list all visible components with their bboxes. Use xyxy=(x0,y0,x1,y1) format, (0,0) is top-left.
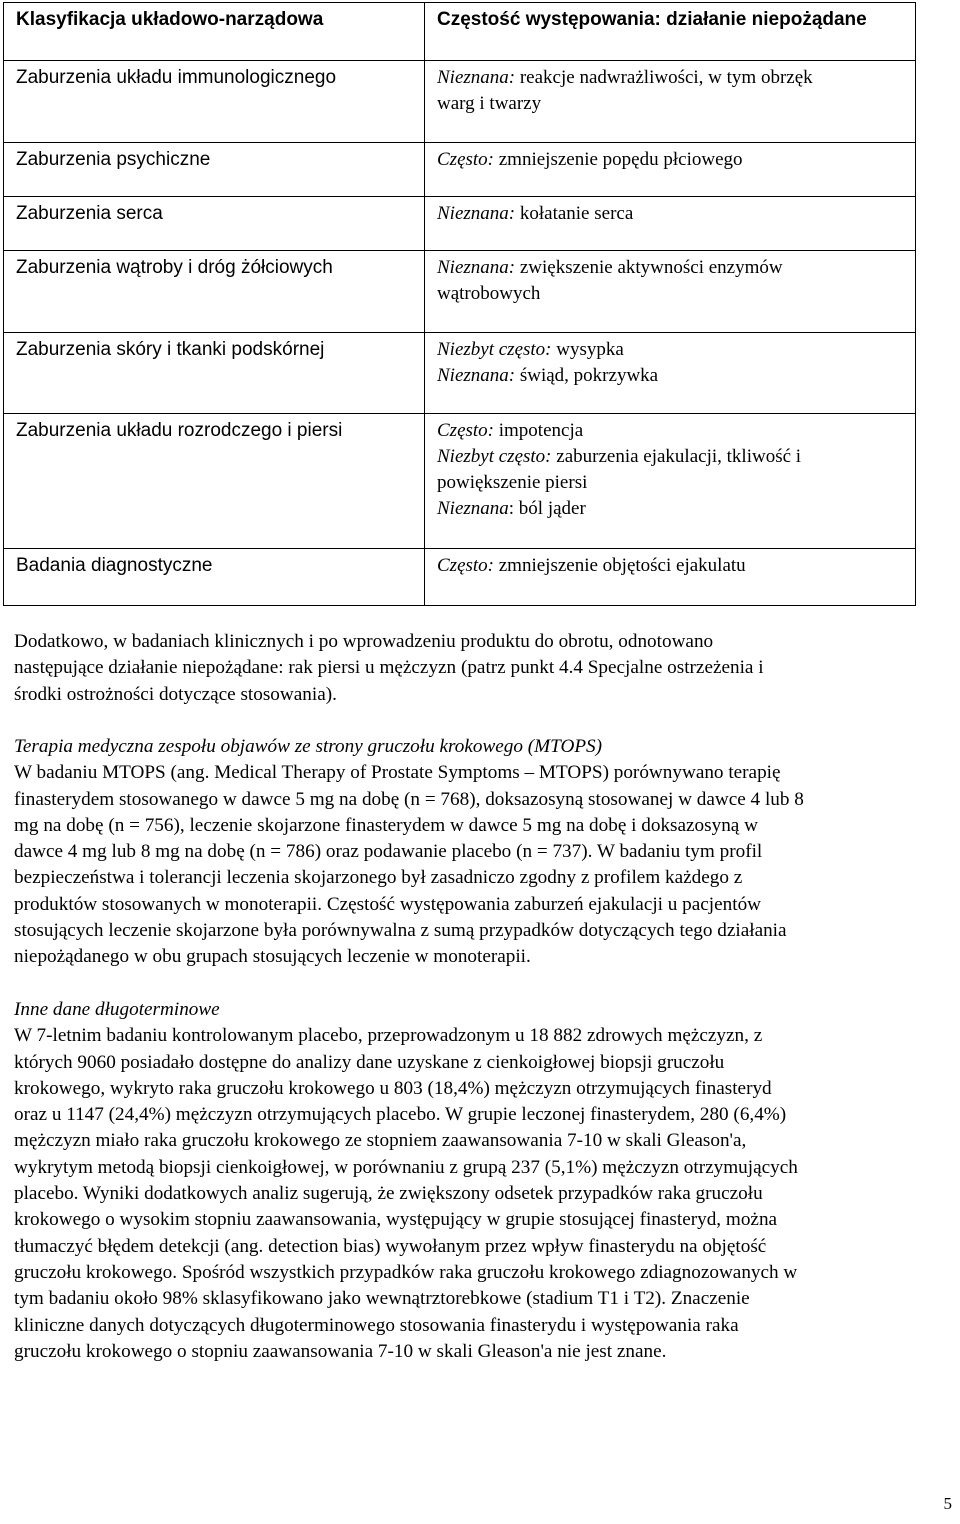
effect-line: Nieznana: zwiększenie aktywności enzymów xyxy=(437,257,783,278)
text-line: W badaniu MTOPS (ang. Medical Therapy of Prostate Symptoms – MTOPS) porównywano terapię xyxy=(14,762,781,784)
soc-cell: Badania diagnostyczne xyxy=(4,549,425,606)
adverse-effects-table xyxy=(3,2,916,606)
effect-line: Nieznana: reakcje nadwrażliwości, w tym obrzęk xyxy=(437,67,813,88)
table-row xyxy=(4,414,916,549)
effect-line: Często: zmniejszenie objętości ejakulatu xyxy=(437,555,746,576)
table-row xyxy=(4,251,916,333)
table-row xyxy=(4,197,916,251)
page-number: 5 xyxy=(943,1494,952,1513)
text-line: Dodatkowo, w badaniach klinicznych i po wprowadzeniu produktu do obrotu, odnotowano xyxy=(14,631,714,652)
text-line: których 9060 posiadało dostępne do analizy dane uzyskane z cienkoigłowej biopsji gruczołu xyxy=(14,1051,725,1073)
text-line: środki ostrożności dotyczące stosowania). xyxy=(14,683,337,705)
effect-line: wątrobowych xyxy=(437,283,541,304)
text-line: oraz u 1147 (24,4%) mężczyzn otrzymujących placebo. W grupie leczonej finasterydem, 280 (6,4%) xyxy=(14,1104,787,1126)
text-line: finasterydem stosowanego w dawce 5 mg na dobę (n = 768), doksazosyną stosowanej w dawce 4 lub 8 xyxy=(14,788,804,810)
effect-line: Często: impotencja xyxy=(437,420,584,441)
effects-cell xyxy=(425,143,916,197)
effects-cell xyxy=(425,414,916,549)
effect-line: Niezbyt często: zaburzenia ejakulacji, tkliwość i xyxy=(437,446,802,467)
text-line: placebo. Wyniki dodatkowych analiz sugerują, że zwiększony odsetek przypadków raka gruczołu xyxy=(14,1183,763,1205)
soc-cell: Zaburzenia wątroby i dróg żółciowych xyxy=(4,251,425,333)
effects-cell xyxy=(425,197,916,251)
table-row xyxy=(4,333,916,414)
text-line: dawce 4 mg lub 8 mg na dobę (n = 786) oraz podawanie placebo (n = 737). W badaniu tym profil xyxy=(14,841,763,863)
effect-line: powiększenie piersi xyxy=(437,472,588,493)
text-line: gruczołu krokowego o stopniu zaawansowania 7-10 w skali Gleason'a nie jest znane. xyxy=(14,1340,667,1362)
effect-line: Często: zmniejszenie popędu płciowego xyxy=(437,149,743,170)
text-line: gruczołu krokowego. Spośród wszystkich przypadków raka gruczołu krokowego zdiagnozowanych w xyxy=(14,1261,798,1283)
soc-cell: Zaburzenia serca xyxy=(4,197,425,251)
effects-cell xyxy=(425,61,916,143)
effect-line: warg i twarzy xyxy=(437,93,542,114)
mtops-section xyxy=(14,734,954,971)
text-line: mg na dobę (n = 756), leczenie skojarzone finasterydem w dawce 5 mg na dobę i doksazosyną w xyxy=(14,814,758,836)
additional-info-paragraph xyxy=(14,629,954,708)
effects-cell xyxy=(425,333,916,414)
soc-cell: Zaburzenia skóry i tkanki podskórnej xyxy=(4,333,425,414)
soc-cell: Zaburzenia psychiczne xyxy=(4,143,425,197)
longterm-section xyxy=(14,997,954,1365)
effect-line: Nieznana: ból jąder xyxy=(437,498,586,519)
text-line: bezpieczeństwa i tolerancji leczenia skojarzonego był zasadniczo zgodny z profilem każdego z xyxy=(14,867,743,889)
text-line: tym badaniu około 98% sklasyfikowano jako wewnątrztorebkowe (stadium T1 i T2). Znaczenie xyxy=(14,1288,750,1310)
table-row xyxy=(4,61,916,143)
text-line: krokowego, wykryto raka gruczołu krokowego u 803 (18,4%) mężczyzn otrzymujących finasteryd xyxy=(14,1077,772,1099)
text-line: produktów stosowanych w monoterapii. Częstość występowania zaburzeń ejakulacji u pacjentów xyxy=(14,893,762,915)
text-line: mężczyzn miało raka gruczołu krokowego ze stopniem zaawansowania 7-10 w skali Gleason'a, xyxy=(14,1130,747,1152)
soc-cell: Zaburzenia układu immunologicznego xyxy=(4,61,425,143)
table-header-row xyxy=(4,3,916,61)
longterm-heading: Inne dane długoterminowe xyxy=(14,999,220,1020)
soc-cell: Zaburzenia układu rozrodczego i piersi xyxy=(4,414,425,549)
effect-line: Nieznana: kołatanie serca xyxy=(437,203,634,224)
effects-cell xyxy=(425,251,916,333)
text-line: stosujących leczenie skojarzone była porównywalna z sumą przypadków dotyczących tego działania xyxy=(14,920,787,942)
text-line: krokowego o wysokim stopniu zaawansowania, występujący w grupie stosującej finasteryd, można xyxy=(14,1209,778,1231)
text-line: W 7-letnim badaniu kontrolowanym placebo, przeprowadzonym u 18 882 zdrowych mężczyzn, z xyxy=(14,1025,763,1047)
table-row xyxy=(4,549,916,606)
table-row xyxy=(4,143,916,197)
text-line: następujące działanie niepożądane: rak piersi u mężczyzn (patrz punkt 4.4 Specjalne ostrzeżenia i xyxy=(14,657,764,679)
effect-line: Niezbyt często: wysypka xyxy=(437,339,624,360)
mtops-heading: Terapia medyczna zespołu objawów ze strony gruczołu krokowego (MTOPS) xyxy=(14,736,603,757)
text-line: kliniczne danych dotyczących długoterminowego stosowania finasterydu i występowania raka xyxy=(14,1314,739,1336)
text-line: tłumaczyć błędem detekcji (ang. detection bias) wywołanym przez wpływ finasterydu na objętość xyxy=(14,1235,767,1257)
effect-line: Nieznana: świąd, pokrzywka xyxy=(437,365,659,386)
effects-cell xyxy=(425,549,916,606)
text-line: wykrytym metodą biopsji cienkoigłowej, w porównaniu z grupą 237 (5,1%) mężczyzn otrzymujących xyxy=(14,1156,798,1178)
header-frequency: Częstość występowania: działanie niepożądane xyxy=(425,3,916,61)
text-line: niepożądanego w obu grupach stosujących leczenie w monoterapii. xyxy=(14,946,531,968)
header-soc: Klasyfikacja układowo-narządowa xyxy=(4,3,425,61)
